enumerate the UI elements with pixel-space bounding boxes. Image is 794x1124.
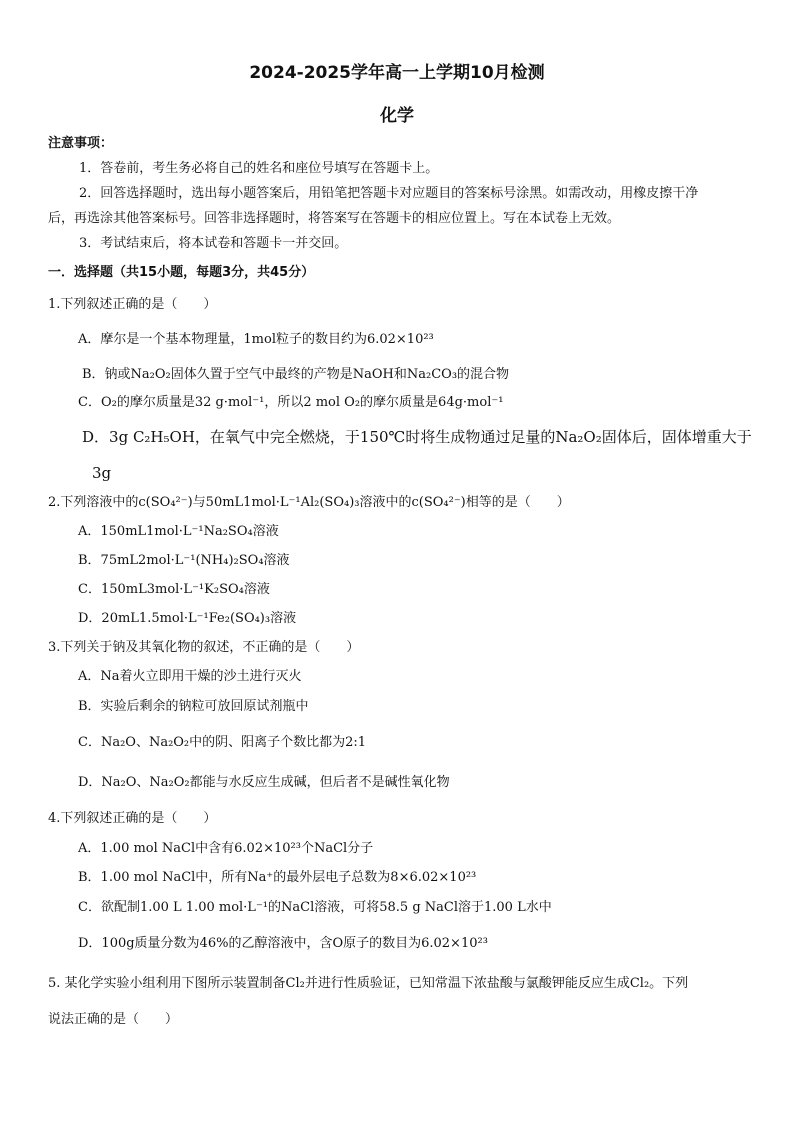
question-stem: 1.下列叙述正确的是（ ） (48, 297, 217, 312)
question-stem-continuation: 说法正确的是（ ） (48, 1012, 179, 1027)
option: D．20mL1.5mol·L⁻¹Fe₂(SO₄)₃溶液 (78, 611, 297, 626)
option: C．Na₂O、Na₂O₂中的阴、阳离子个数比都为2:1 (78, 735, 367, 750)
option: C．O₂的摩尔质量是32 g·mol⁻¹，所以2 mol O₂的摩尔质量是64g·mol⁻¹ (78, 395, 504, 410)
notice-item: 2．回答选择题时，选出每小题答案后，用铅笔把答题卡对应题目的答案标号涂黑。如需改动，用橡皮擦干净 (79, 186, 699, 201)
question-stem: 2.下列溶液中的c(SO₄²⁻)与50mL1mol·L⁻¹Al₂(SO₄)₃溶液中的c(SO₄²⁻)相等的是（ ） (48, 495, 570, 510)
option: A．摩尔是一个基本物理量，1mol粒子的数目约为6.02×10²³ (78, 332, 434, 347)
notice-item: 1．答卷前，考生务必将自己的姓名和座位号填写在答题卡上。 (79, 161, 439, 176)
option: A．Na着火立即用干燥的沙土进行灭火 (78, 669, 302, 684)
notice-item: 后，再选涂其他答案标号。回答非选择题时，将答案写在答题卡的相应位置上。写在本试卷上无效。 (48, 211, 621, 226)
notice-item: 3．考试结束后，将本试卷和答题卡一并交回。 (79, 236, 348, 251)
notice-heading: 注意事项： (48, 136, 114, 151)
option-continuation: 3g (92, 464, 112, 482)
option: A．150mL1mol·L⁻¹Na₂SO₄溶液 (78, 524, 279, 539)
option: B．1.00 mol NaCl中，所有Na⁺的最外层电子总数为8×6.02×10²³ (78, 870, 477, 885)
option: B．钠或Na₂O₂固体久置于空气中最终的产物是NaOH和Na₂CO₃的混合物 (82, 367, 510, 382)
option: D．Na₂O、Na₂O₂都能与水反应生成碱，但后者不是碱性氧化物 (78, 775, 450, 790)
option: A．1.00 mol NaCl中含有6.02×10²³个NaCl分子 (78, 841, 374, 856)
question-stem: 4.下列叙述正确的是（ ） (48, 811, 217, 826)
question-stem: 5. 某化学实验小组利用下图所示装置制备Cl₂并进行性质验证，已知常温下浓盐酸与氯酸钾能反应生成Cl₂。下列 (48, 976, 689, 991)
section-heading: 一．选择题（共15小题，每题3分，共45分） (48, 265, 315, 280)
option: D．100g质量分数为46%的乙醇溶液中，含O原子的数目为6.02×10²³ (78, 936, 488, 951)
option: B．实验后剩余的钠粒可放回原试剂瓶中 (78, 699, 309, 714)
option: D．3g C₂H₅OH，在氧气中完全燃烧，于150℃时将生成物通过足量的Na₂O₂固体后，固体增重大于 (82, 428, 752, 446)
question-stem: 3.下列关于钠及其氧化物的叙述，不正确的是（ ） (48, 640, 360, 655)
option: C．欲配制1.00 L 1.00 mol·L⁻¹的NaCl溶液，可将58.5 g NaCl溶于1.00 L水中 (78, 900, 552, 915)
subject-title: 化学 (380, 106, 414, 126)
option: C．150mL3mol·L⁻¹K₂SO₄溶液 (78, 582, 270, 597)
exam-title: 2024-2025学年高一上学期10月检测 (249, 63, 545, 83)
option: B．75mL2mol·L⁻¹(NH₄)₂SO₄溶液 (78, 553, 290, 568)
